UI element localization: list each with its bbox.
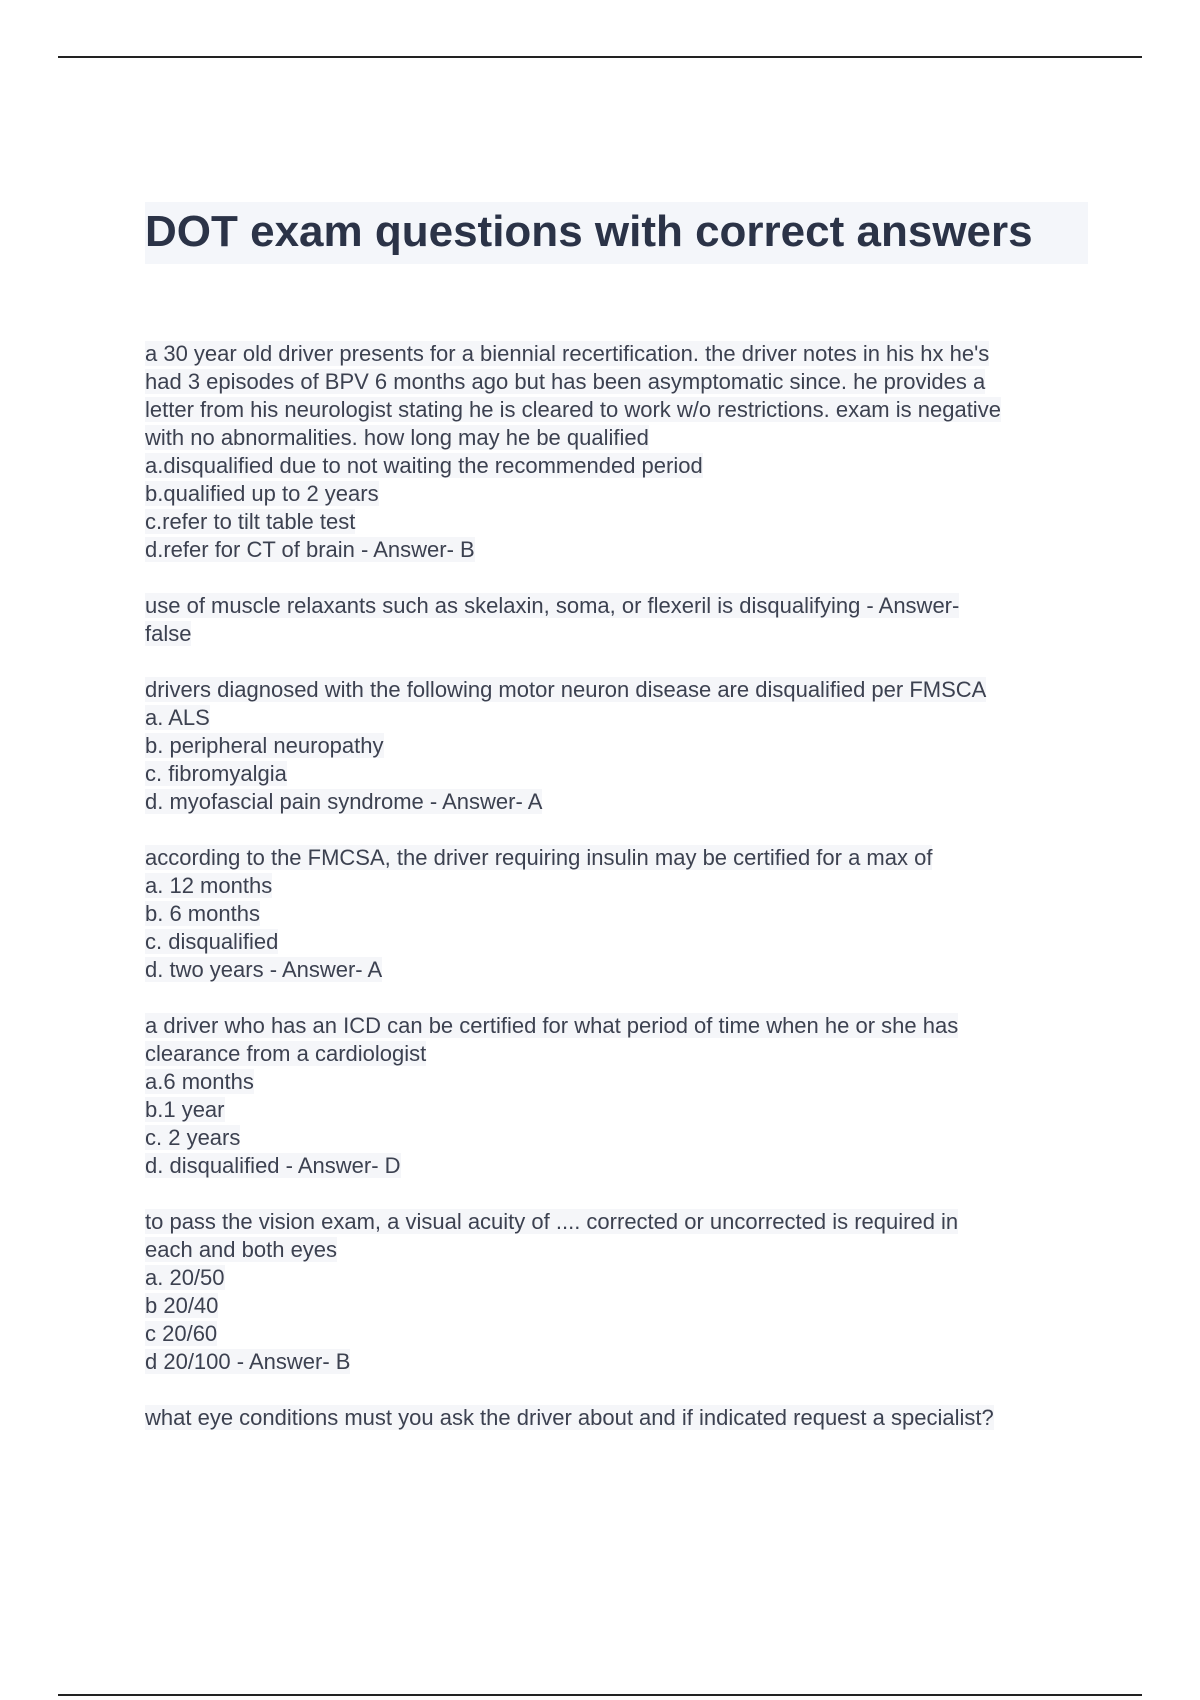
question-block (145, 340, 1095, 564)
answer-option: a.disqualified due to not waiting the recommended period (145, 453, 703, 478)
title-box (145, 202, 1088, 264)
top-rule (58, 56, 1142, 58)
answer-option-line (145, 1320, 1095, 1348)
question-block (145, 1404, 1095, 1432)
question-block (145, 1012, 1095, 1180)
answer-option-line (145, 452, 1095, 480)
bottom-rule (58, 1694, 1142, 1696)
question-text-line (145, 592, 1095, 620)
question-text: according to the FMCSA, the driver requiring insulin may be certified for a max of (145, 845, 933, 870)
answer-option-line (145, 872, 1095, 900)
answer-option: a.6 months (145, 1069, 254, 1094)
answer-option: b. peripheral neuropathy (145, 733, 384, 758)
question-block (145, 844, 1095, 984)
question-text: each and both eyes (145, 1237, 338, 1262)
document-title: DOT exam questions with correct answers (145, 207, 1033, 256)
answer-option-line (145, 1152, 1095, 1180)
answer-option: a. ALS (145, 705, 210, 730)
question-text: with no abnormalities. how long may he be qualified (145, 425, 649, 450)
question-text-line (145, 368, 1095, 396)
answer-option: a. 12 months (145, 873, 273, 898)
answer-option-line (145, 956, 1095, 984)
answer-option: c. disqualified (145, 929, 279, 954)
question-text-line (145, 1236, 1095, 1264)
answer-option: d. disqualified - Answer- D (145, 1153, 401, 1178)
question-text-line (145, 1404, 1095, 1432)
answer-option-line (145, 508, 1095, 536)
answer-option-line (145, 480, 1095, 508)
answer-option-line (145, 732, 1095, 760)
question-text-line (145, 620, 1095, 648)
question-text-line (145, 676, 1095, 704)
answer-option-line (145, 1096, 1095, 1124)
question-text: use of muscle relaxants such as skelaxin, soma, or flexeril is disqualifying - Answer- (145, 593, 960, 618)
answer-option: c.refer to tilt table test (145, 509, 356, 534)
question-block (145, 676, 1095, 816)
question-text: letter from his neurologist stating he is cleared to work w/o restrictions. exam is negative (145, 397, 1001, 422)
answer-option-line (145, 1292, 1095, 1320)
answer-option-line (145, 704, 1095, 732)
answer-option: b.1 year (145, 1097, 225, 1122)
question-block (145, 1208, 1095, 1376)
answer-option: d. myofascial pain syndrome - Answer- A (145, 789, 543, 814)
answer-option-line (145, 928, 1095, 956)
question-text-line (145, 396, 1095, 424)
question-text: clearance from a cardiologist (145, 1041, 427, 1066)
answer-option: a. 20/50 (145, 1265, 225, 1290)
question-text: a driver who has an ICD can be certified for what period of time when he or she has (145, 1013, 959, 1038)
question-list (145, 340, 1095, 1460)
question-text: drivers diagnosed with the following motor neuron disease are disqualified per FMSCA (145, 677, 987, 702)
answer-option: b. 6 months (145, 901, 260, 926)
answer-option: d 20/100 - Answer- B (145, 1349, 351, 1374)
question-text: a 30 year old driver presents for a biennial recertification. the driver notes in his hx he's (145, 341, 990, 366)
answer-option-line (145, 1124, 1095, 1152)
answer-option: b 20/40 (145, 1293, 219, 1318)
question-text: to pass the vision exam, a visual acuity of .... corrected or uncorrected is required in (145, 1209, 959, 1234)
answer-option-line (145, 536, 1095, 564)
question-text: had 3 episodes of BPV 6 months ago but has been asymptomatic since. he provides a (145, 369, 986, 394)
answer-option: c. fibromyalgia (145, 761, 287, 786)
answer-option-line (145, 1348, 1095, 1376)
question-text-line (145, 1012, 1095, 1040)
answer-option: c. 2 years (145, 1125, 241, 1150)
answer-option-line (145, 788, 1095, 816)
question-text-line (145, 424, 1095, 452)
question-text: false (145, 621, 192, 646)
answer-option-line (145, 1068, 1095, 1096)
question-text-line (145, 1208, 1095, 1236)
answer-option-line (145, 760, 1095, 788)
answer-option: c 20/60 (145, 1321, 218, 1346)
question-text-line (145, 1040, 1095, 1068)
answer-option-line (145, 1264, 1095, 1292)
question-text: what eye conditions must you ask the driver about and if indicated request a specialist? (145, 1405, 994, 1430)
question-block (145, 592, 1095, 648)
answer-option: d.refer for CT of brain - Answer- B (145, 537, 475, 562)
question-text-line (145, 340, 1095, 368)
answer-option: b.qualified up to 2 years (145, 481, 379, 506)
question-text-line (145, 844, 1095, 872)
answer-option-line (145, 900, 1095, 928)
answer-option: d. two years - Answer- A (145, 957, 383, 982)
